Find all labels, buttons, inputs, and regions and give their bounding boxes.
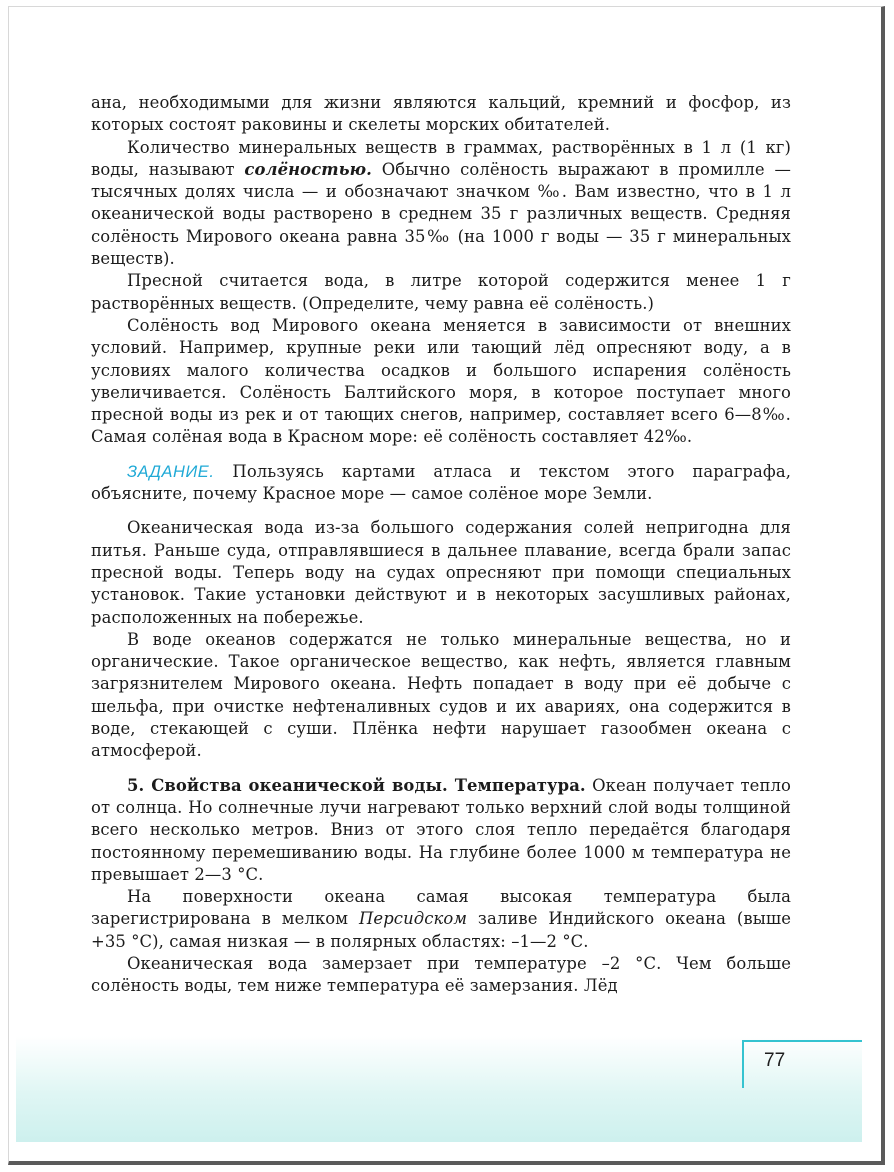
- task-paragraph: [91, 461, 791, 506]
- italic-term: Персидском: [359, 909, 468, 929]
- section-heading: 5. Свойства океанической воды. Температура.: [127, 775, 586, 795]
- paragraph-text: Пресной считается вода, в литре которой содержится менее 1 г растворённых веществ. (Определите, чему равна её солёность.): [91, 271, 791, 313]
- paragraph-text: На поверхности океана самая высокая температура была зарегистрирована в мелком: [91, 887, 791, 929]
- paragraph: [91, 953, 791, 998]
- page-number-box: [742, 1040, 862, 1088]
- paragraph-text: Океан получает тепло от солнца. Но солнечные лучи нагревают только верхний слой воды толщиной всего несколько метров. Вниз от этого слоя тепло передаётся благодаря постоянному перемешиванию воды. На глубине более 1000 м температура не превышает 2—3 °С.: [91, 775, 791, 884]
- paragraph-text: Океаническая вода замерзает при температуре –2 °С. Чем больше солёность воды, тем ниже температура её замерзания. Лёд: [91, 953, 791, 996]
- page-number: 77: [764, 1050, 786, 1071]
- paragraph: [91, 92, 791, 137]
- paragraph: [91, 629, 791, 763]
- paragraph-text: ана, необходимыми для жизни являются кальций, кремний и фосфор, из которых состоят раковины и скелеты морских обитателей.: [91, 93, 791, 135]
- paragraph-text: В воде океанов содержатся не только минеральные вещества, но и органические. Такое органическое вещество, как нефть, является главным загрязнителем Мирового океана. Нефть попадает в воду при её добыче с шельфа, при очистке нефтеналивных судов и их авариях, она содержится в воде, стекающей с суши. Плёнка нефти нарушает газообмен океана с атмосферой.: [91, 629, 791, 761]
- paragraph: [91, 315, 791, 449]
- page-body: [91, 92, 791, 998]
- task-label: ЗАДАНИЕ.: [127, 462, 215, 481]
- paragraph: [91, 517, 791, 628]
- paragraph-text: Солёность вод Мирового океана меняется в зависимости от внешних условий. Например, крупные реки или тающий лёд опресняют воду, а в условиях малого количества осадков и большого испарения солёность увеличивается. Солёность Балтийского моря, в которое поступает много пресной воды из рек и от тающих снегов, например, составляет всего 6—8‰. Самая солёная вода в Красном море: её солёность составляет 42‰.: [91, 315, 791, 447]
- term-salinity: солёностью.: [244, 159, 372, 179]
- paragraph-text: заливе Индийского океана (выше +35 °С), самая низкая — в полярных областях: –1—2 °С.: [91, 909, 791, 951]
- paragraph: [91, 270, 791, 315]
- paragraph-text: Обычно солёность выражают в промилле — тысячных долях числа — и обозначают значком ‰. Вам известно, что в 1 л океанической воды растворено в среднем 35 г различных веществ. Средняя солёность Мирового океана равна 35‰ (на 1000 г воды — 35 г минеральных веществ).: [91, 159, 791, 269]
- paragraph-text: Океаническая вода из-за большого содержания солей непригодна для питья. Раньше суда, отправлявшиеся в дальнее плавание, всегда брали запас пресной воды. Теперь воду на судах опресняют при помощи специальных установок. Такие установки действуют и в некоторых засушливых районах, расположенных на побережье.: [91, 518, 791, 627]
- task-text: Пользуясь картами атласа и текстом этого параграфа, объясните, почему Красное море — самое солёное море Земли.: [91, 461, 791, 504]
- page-footer-band: [16, 1036, 862, 1142]
- paragraph: [91, 886, 791, 953]
- section-paragraph: [91, 775, 791, 886]
- paragraph: [91, 137, 791, 271]
- paragraph-text: Количество минеральных веществ в граммах, растворённых в 1 л (1 кг) воды, называют: [91, 137, 791, 179]
